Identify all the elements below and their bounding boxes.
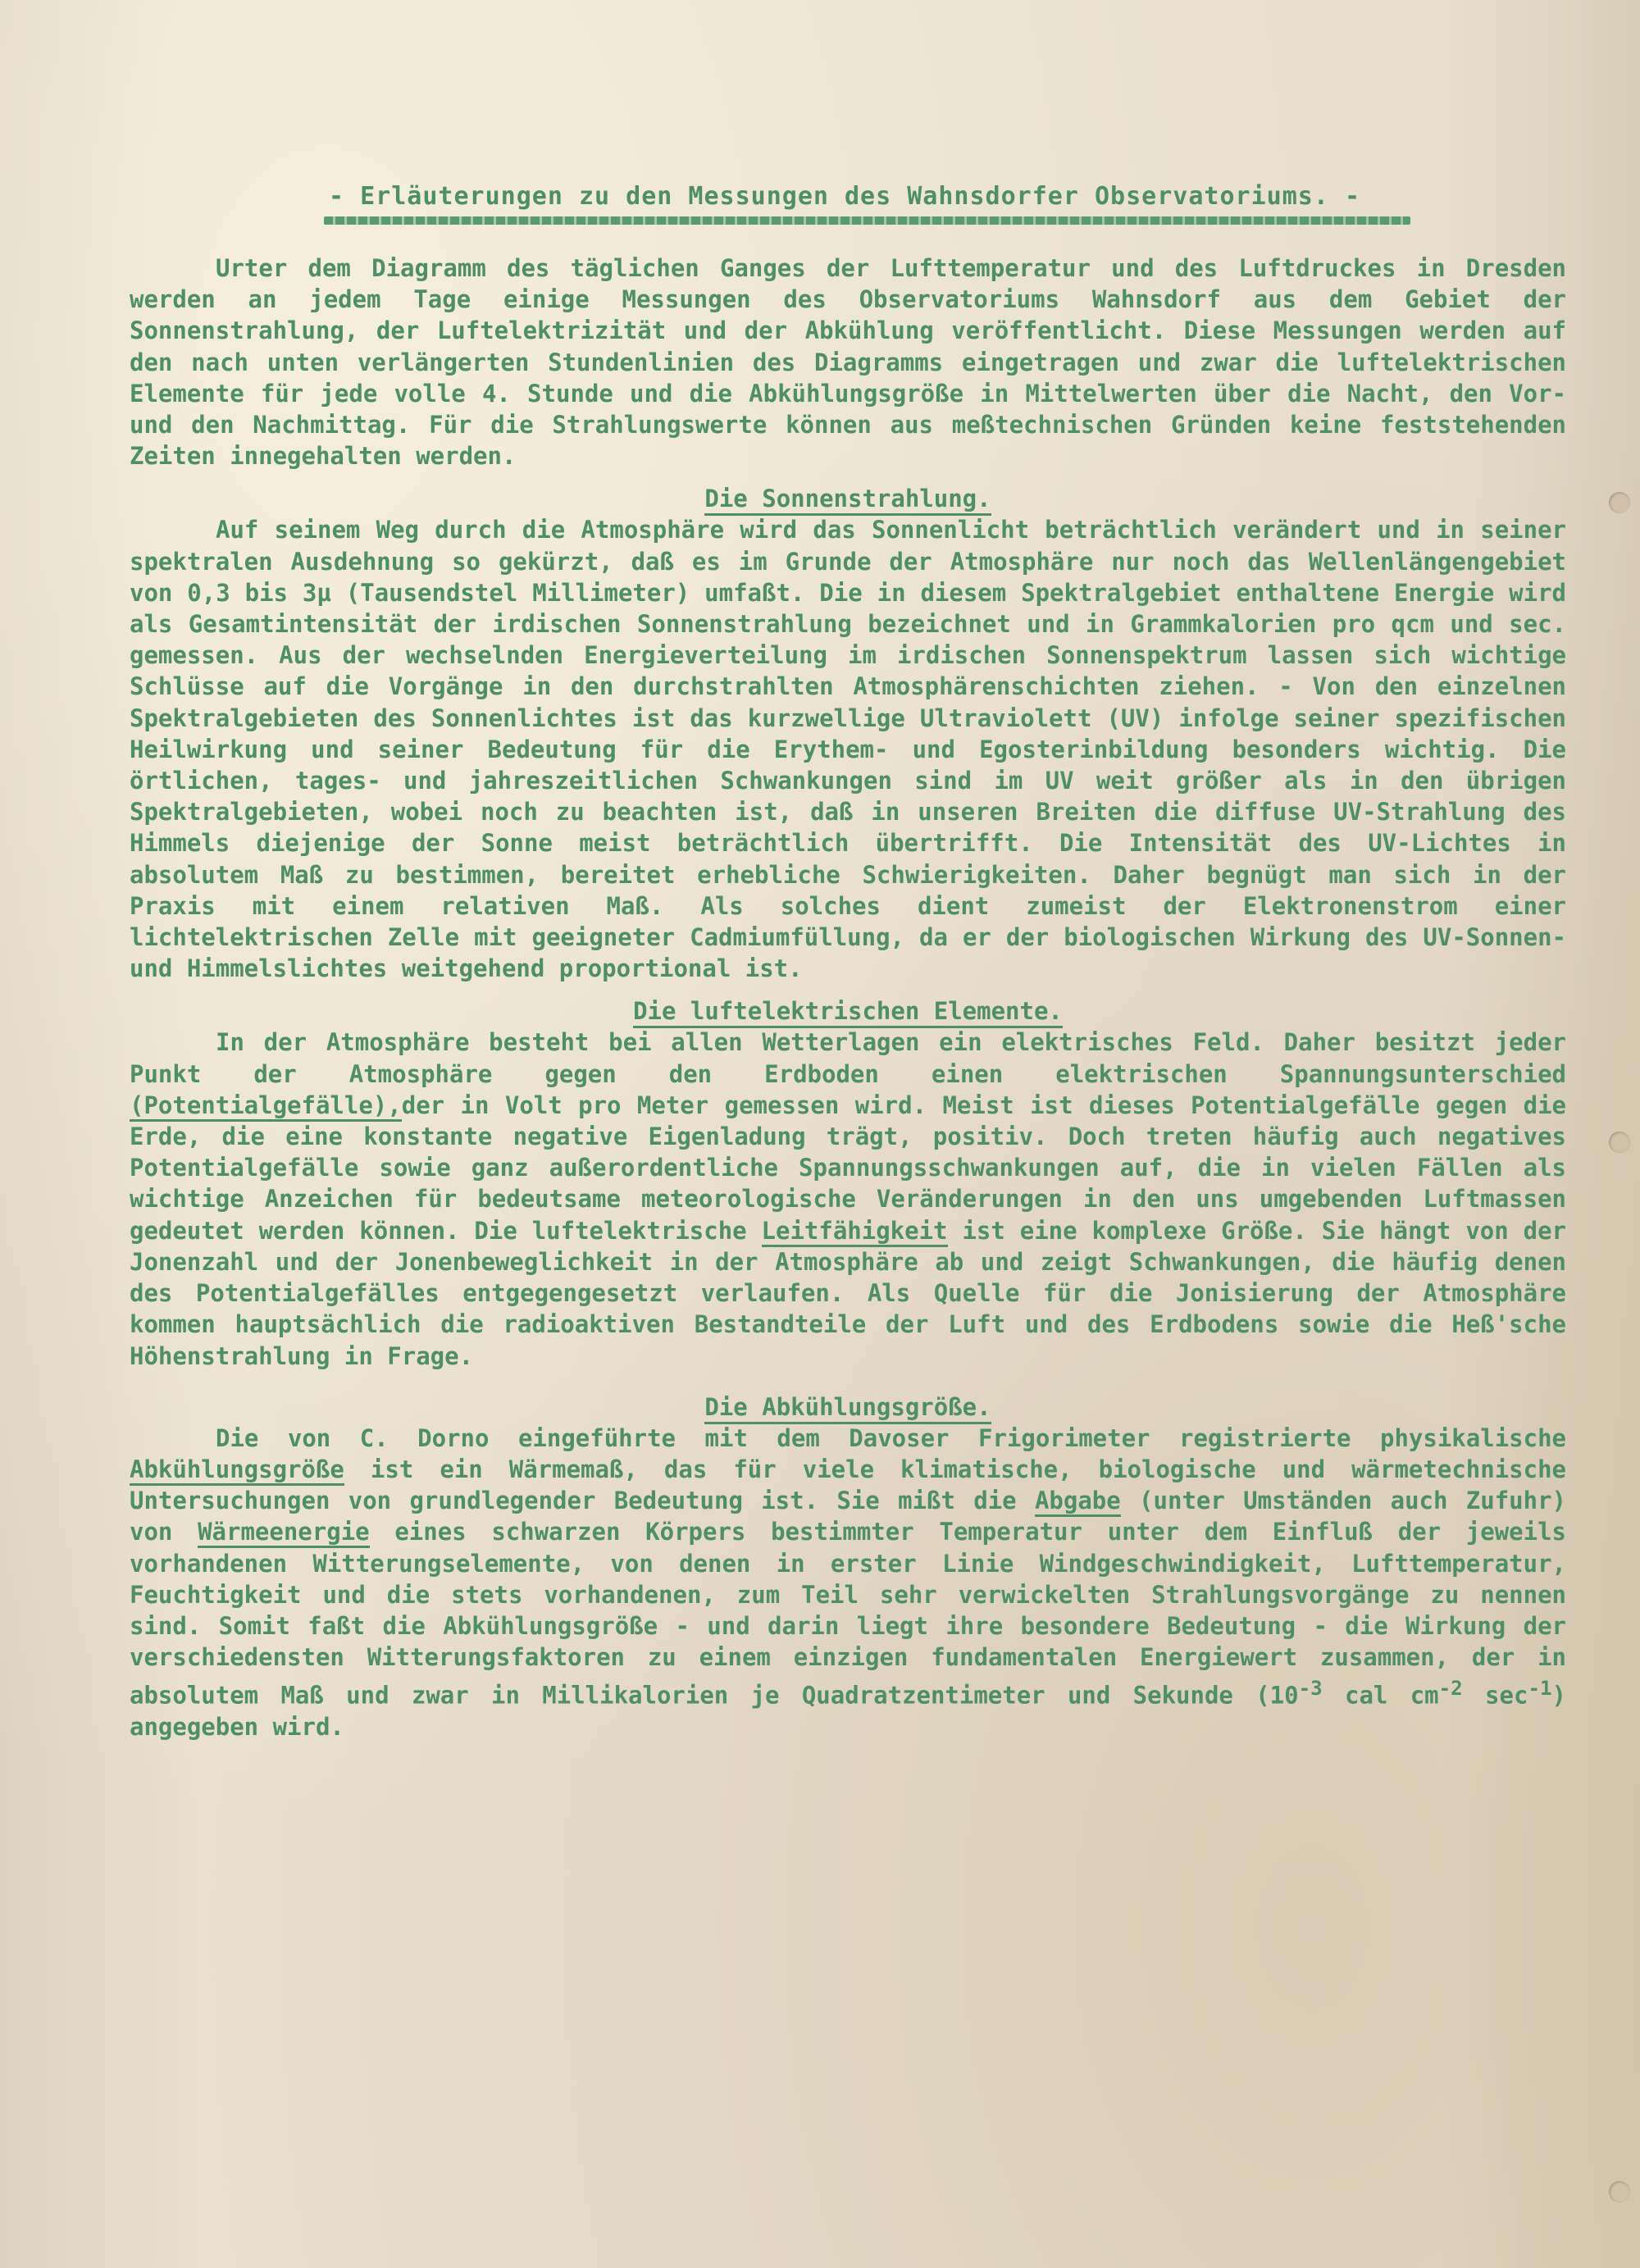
spacer: [130, 1372, 1566, 1380]
intro-paragraph: Urter dem Diagramm des täglichen Ganges der Lufttemperatur und des Luftdruckes in Dresden werden an jedem Tage einige Messungen des Observatoriums Wahnsdorf aus dem Gebiet der Sonnenstrahlung, der Luftelektrizität und der Abkühlung veröffentlicht. Diese Messungen werden auf den nach unten verlängerten Stundenlinien des Diagramms eingetragen und zwar die luftelektrischen Elemente für jede volle 4. Stunde und die Abkühlungsgröße in Mittelwerten über die Nacht, den Vor- und den Nachmittag. Für die Strahlungswerte können aus meßtechnischen Gründen keine feststehenden Zeiten innegehalten werden.: [130, 254, 1566, 471]
text-segment: In der Atmosphäre besteht bei allen Wetterlagen ein elektrisches Feld. Daher besitzt jeder Punkt der Atmosphäre gegen den Erdboden einen elektrischen Spannungsunterschied: [130, 1028, 1566, 1088]
punch-hole: [1609, 1132, 1630, 1153]
underlined-term: Abgabe: [1035, 1487, 1121, 1517]
text-segment: (unter Umständen auch Zufuhr) von: [130, 1487, 1566, 1546]
heading-text: Die Sonnenstrahlung.: [704, 485, 991, 516]
page-title: - Erläuterungen zu den Messungen des Wahnsdorfer Observatoriums. -: [328, 182, 1361, 211]
text-segment: der in Volt pro Meter gemessen wird. Meist ist dieses Potentialgefälle gegen die Erde, die eine konstante negative Eigenladung trägt, positiv. Doch treten häufig auch negatives Potentialgefälle sowie ganz außerordentliche Spannungsschwankungen auf, die in vielen Fällen als wichtige Anzeichen für bedeutsame meteorologische Veränderungen in den uns umgebenden Luftmassen gedeutet werden können. Die luftelektrische: [130, 1091, 1566, 1245]
text-segment: Die von C. Dorno eingeführte mit dem Davoser Frigorimeter registrierte physikalische: [216, 1423, 1566, 1452]
underlined-term: Abkühlungsgröße: [130, 1455, 344, 1486]
paragraph-sonnenstrahlung: Auf seinem Weg durch die Atmosphäre wird das Sonnenlicht beträchtlich verändert und in seiner spektralen Ausdehnung so gekürzt, daß es im Grunde der Atmosphäre nur noch das Wellenlängengebiet von 0,3 bis 3μ (Tausendstel Millimeter) umfaßt. Die in diesem Spektralgebiet enthaltene Energie wird als Gesamtintensität der irdischen Sonnenstrahlung bezeichnet und in Grammkalorien pro qcm und sec. gemessen. Aus der wechselnden Energieverteilung im irdischen Sonnenspektrum lassen sich wichtige Schlüsse auf die Vorgänge in den durchstrahlten Atmosphärenschichten ziehen. - Von den einzelnen Spektralgebieten des Sonnenlichtes ist das kurzwellige Ultraviolett (UV) infolge seiner spezifischen Heilwirkung und seiner Bedeutung für die Erythem- und Egosterinbildung besonders wichtig. Die örtlichen, tages- und jahreszeitlichen Schwankungen sind im UV weit größer als in den übrigen Spektralgebieten, wobei noch zu beachten ist, daß in unseren Breiten die diffuse UV-Strahlung des Himmels diejenige der Sonne meist beträchtlich übertrifft. Die Intensität des UV-Lichtes in absolutem Maß zu bestimmen, bereitet erhebliche Schwierigkeiten. Daher begnügt man sich in der Praxis mit einem relativen Maß. Als solches dient zumeist der Elektronenstrom einer lichtelektrischen Zelle mit geeigneter Cadmiumfüllung, da er der biologischen Wirkung des UV-Sonnen- und Himmelslichtes weitgehend proportional ist.: [130, 516, 1566, 983]
punch-hole: [1609, 492, 1630, 513]
section-heading-luftelektrische-elemente: [130, 995, 1566, 1027]
punch-hole: [1609, 2181, 1630, 2202]
text-segment: ist eine komplexe Größe. Sie hängt von der Jonenzahl und der Jonenbeweglichkeit in der Atmosphäre ab und zeigt Schwankungen, die häufig denen des Potentialgefälles entgegengesetzt verlaufen. Als Quelle für die Jonisierung der Atmosphäre kommen hauptsächlich die radioaktiven Bestandteile der Luft und des Erdbodens sowie die Heß'sche Höhenstrahlung in Frage.: [130, 1216, 1567, 1370]
section-heading-abkuehlungsgroesse: [130, 1391, 1566, 1423]
underlined-term: Leitfähigkeit: [762, 1217, 948, 1247]
section-heading-sonnenstrahlung: [130, 483, 1566, 514]
exponent: -1: [1528, 1677, 1552, 1701]
title-underline: [324, 216, 1410, 225]
heading-text: Die luftelektrischen Elemente.: [633, 997, 1063, 1028]
document-body: [130, 253, 1566, 1742]
paragraph-abkuehlungsgroesse: [130, 1423, 1566, 1743]
underlined-term: (Potentialgefälle),: [130, 1091, 402, 1122]
text-segment: sec: [1462, 1681, 1528, 1710]
text-segment: cal cm: [1322, 1681, 1439, 1710]
paragraph-luftelektrische-elemente: [130, 1027, 1566, 1371]
exponent: -3: [1298, 1677, 1323, 1701]
text-segment: ) angegeben wird.: [130, 1681, 1567, 1742]
text-segment: eines schwarzen Körpers bestimmter Temperatur unter dem Einfluß der jeweils vorhandenen Witterungselemente, von denen in erster Linie Windgeschwindigkeit, Lufttemperatur, Feuchtigkeit und die stets vorhandenen, zum Teil sehr verwickelten Strahlungsvorgänge zu nennen sind. Somit faßt die Abkühlungsgröße - und darin liegt ihre besondere Bedeutung - die Wirkung der verschiedensten Witterungsfaktoren zu einem einzigen fundamentalen Energiewert zusammen, der in absolutem Maß und zwar in Millikalorien je Quadratzentimeter und Sekunde (10: [130, 1518, 1567, 1710]
text-segment: ist ein Wärmemaß, das für viele klimatische, biologische und wärmetechnische Untersuchungen von grundlegender Bedeutung ist. Sie mißt die: [130, 1455, 1566, 1515]
underlined-term: Wärmeenergie: [198, 1518, 370, 1548]
heading-text: Die Abkühlungsgröße.: [704, 1393, 991, 1424]
exponent: -2: [1438, 1677, 1463, 1701]
